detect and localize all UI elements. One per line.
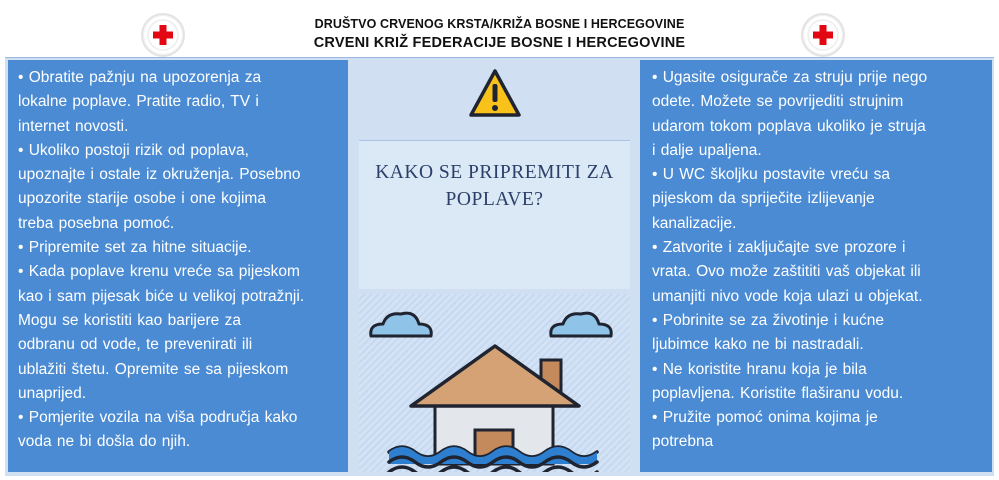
title-box [359, 140, 630, 289]
warning-triangle-icon [468, 68, 522, 120]
right-tips-panel [640, 60, 992, 472]
tip-line: umanjiti nivo vode koja ulazi u objekat. [652, 287, 923, 305]
tip-line: • Obratite pažnju na upozorenja za [18, 69, 262, 86]
tip-line: ublažiti štetu. Opremite se sa pijeskom [18, 360, 289, 378]
center-column [353, 60, 636, 472]
flood-water-waves [389, 447, 597, 472]
tip-line: udarom tokom poplava ukoliko je struja [652, 117, 926, 135]
tip-line: • Ne koristite hranu koja je bila [652, 360, 867, 378]
tip-line: • Pripremite set za hitne situacije. [18, 239, 252, 257]
tip-line: • Pobrinite se za životinje i kućne [652, 311, 884, 329]
tip-line: i dalje upaljena. [652, 141, 762, 159]
tip-line: treba posebna pomoć. [18, 214, 175, 232]
warning-box [353, 60, 636, 133]
tip-line: odete. Možete se povrijediti strujnim [652, 93, 904, 111]
federation-name: CRVENI KRIŽ FEDERACIJE BOSNE I HERCEGOVINE [313, 35, 686, 51]
tip-line: vrata. Ovo može zaštititi vaš objekat ili [652, 263, 921, 281]
flooded-house-illustration [359, 294, 630, 472]
tip-line: upozorite starije osobe i one kojima [18, 190, 266, 208]
tip-line: lokalne poplave. Pratite radio, TV i [18, 93, 259, 111]
tip-line: pijeskom da spriječite izlijevanje [652, 190, 875, 208]
page-title [359, 159, 630, 213]
title-line-2: POPLAVE? [445, 189, 544, 210]
tip-line: unaprijed. [18, 384, 87, 402]
tip-line: ljubimce kako ne bi nastradali. [652, 336, 864, 354]
tip-line: • Ukoliko postoji rizik od poplava, [18, 141, 249, 159]
left-tips-panel [8, 60, 348, 472]
cloud-icon [551, 313, 612, 336]
tip-line: kanalizacije. [652, 214, 737, 232]
tip-line: • Pomjerite vozila na viša područja kako [18, 409, 298, 427]
tip-line: Mogu se koristiti kao barijere za [18, 311, 241, 329]
title-line-1: KAKO SE PRIPREMITI ZA [375, 162, 614, 183]
header [5, 5, 994, 57]
tip-line: • Zatvorite i zaključajte sve prozore i [652, 239, 906, 257]
tip-line: • Ugasite osigurače za struju prije nego [652, 69, 928, 86]
tip-line: odbranu od vode, te prevenirati ili [18, 336, 253, 354]
tip-line: internet novosti. [18, 117, 129, 135]
tip-line: kao i sam pijesak biće u velikoj potražnji. [18, 287, 305, 305]
cloud-icon [371, 313, 432, 336]
tip-line: potrebna [652, 433, 714, 451]
tip-line: • U WC školjku postavite vreću sa [652, 166, 890, 184]
tip-line: • Pružite pomoć onima kojima je [652, 409, 878, 427]
tip-line: voda ne bi došla do njih. [18, 433, 191, 451]
tip-line: poplavljena. Koristite flaširanu vodu. [652, 384, 904, 402]
tip-line: • Kada poplave krenu vreće sa pijeskom [18, 263, 300, 281]
red-cross-logo-icon [801, 13, 845, 57]
organization-name: DRUŠTVO CRVENOG KRSTA/KRIŽA BOSNE I HERCEGOVINE [314, 17, 685, 31]
tip-line: upoznajte i ostale iz okruženja. Posebno [18, 166, 301, 184]
